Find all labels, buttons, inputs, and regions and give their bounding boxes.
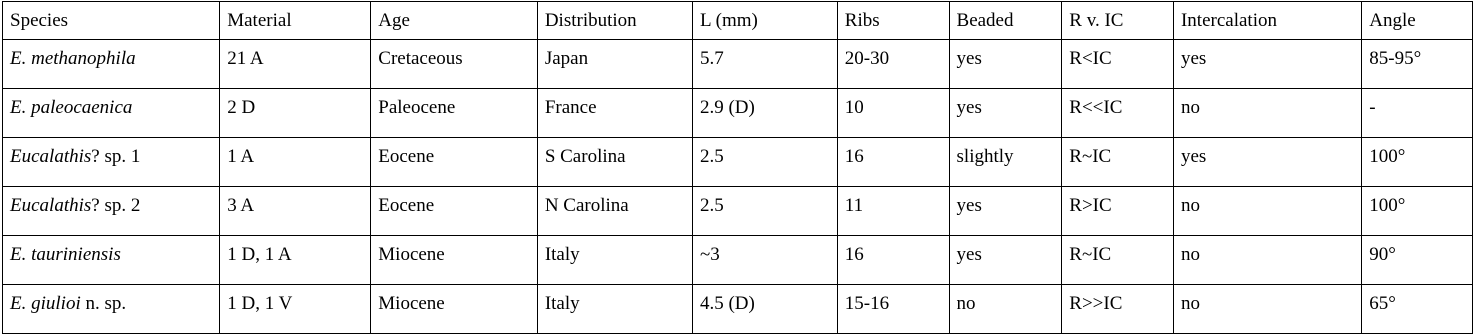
cell-intercalation: yes xyxy=(1173,40,1361,89)
cell-material: 1 A xyxy=(220,138,371,187)
cell-distribution: N Carolina xyxy=(537,187,692,236)
cell-ribs: 11 xyxy=(837,187,949,236)
table-row xyxy=(3,187,1473,236)
species-name-rest: n. sp. xyxy=(80,293,127,314)
table-row xyxy=(3,138,1473,187)
header-angle: Angle xyxy=(1362,2,1473,40)
cell-species xyxy=(3,89,220,138)
header-distribution: Distribution xyxy=(537,2,692,40)
cell-ribs: 16 xyxy=(837,236,949,285)
cell-beaded: yes xyxy=(949,236,1062,285)
species-name-rest: ? sp. 2 xyxy=(91,195,141,216)
cell-beaded: yes xyxy=(949,89,1062,138)
cell-distribution: S Carolina xyxy=(537,138,692,187)
cell-beaded: slightly xyxy=(949,138,1062,187)
table-row xyxy=(3,40,1473,89)
table-row xyxy=(3,89,1473,138)
cell-species xyxy=(3,40,220,89)
cell-length: 4.5 (D) xyxy=(692,285,837,334)
cell-age: Miocene xyxy=(371,285,538,334)
cell-distribution: France xyxy=(537,89,692,138)
cell-angle: 90° xyxy=(1362,236,1473,285)
cell-intercalation: no xyxy=(1173,236,1361,285)
species-name-italic: Eucalathis xyxy=(10,195,92,216)
cell-length: 5.7 xyxy=(692,40,837,89)
cell-angle: - xyxy=(1362,89,1473,138)
species-name-italic: E. methanophila xyxy=(10,48,136,69)
header-length: L (mm) xyxy=(692,2,837,40)
cell-ribs: 15-16 xyxy=(837,285,949,334)
cell-angle: 100° xyxy=(1362,187,1473,236)
cell-beaded: no xyxy=(949,285,1062,334)
header-r-v-ic: R v. IC xyxy=(1062,2,1174,40)
cell-length: 2.5 xyxy=(692,138,837,187)
cell-material: 1 D, 1 A xyxy=(220,236,371,285)
cell-length: 2.5 xyxy=(692,187,837,236)
cell-angle: 65° xyxy=(1362,285,1473,334)
header-ribs: Ribs xyxy=(837,2,949,40)
cell-r-v-ic: R>>IC xyxy=(1062,285,1174,334)
cell-beaded: yes xyxy=(949,40,1062,89)
cell-age: Eocene xyxy=(371,187,538,236)
cell-intercalation: no xyxy=(1173,285,1361,334)
cell-r-v-ic: R>IC xyxy=(1062,187,1174,236)
species-comparison-table-container xyxy=(2,1,1473,334)
cell-intercalation: no xyxy=(1173,187,1361,236)
cell-intercalation: yes xyxy=(1173,138,1361,187)
cell-distribution: Italy xyxy=(537,285,692,334)
cell-age: Eocene xyxy=(371,138,538,187)
cell-r-v-ic: R~IC xyxy=(1062,236,1174,285)
header-beaded: Beaded xyxy=(949,2,1062,40)
cell-intercalation: no xyxy=(1173,89,1361,138)
cell-beaded: yes xyxy=(949,187,1062,236)
cell-material: 21 A xyxy=(220,40,371,89)
cell-ribs: 10 xyxy=(837,89,949,138)
cell-species xyxy=(3,236,220,285)
cell-r-v-ic: R<<IC xyxy=(1062,89,1174,138)
cell-age: Paleocene xyxy=(371,89,538,138)
cell-length: 2.9 (D) xyxy=(692,89,837,138)
cell-species xyxy=(3,138,220,187)
cell-ribs: 20-30 xyxy=(837,40,949,89)
header-species: Species xyxy=(3,2,220,40)
table-row xyxy=(3,285,1473,334)
header-row xyxy=(3,2,1473,40)
species-comparison-table xyxy=(2,1,1473,334)
cell-material: 3 A xyxy=(220,187,371,236)
cell-distribution: Italy xyxy=(537,236,692,285)
table-row xyxy=(3,236,1473,285)
cell-age: Miocene xyxy=(371,236,538,285)
cell-material: 2 D xyxy=(220,89,371,138)
species-name-rest: ? sp. 1 xyxy=(91,146,141,167)
species-name-italic: E. tauriniensis xyxy=(10,244,121,265)
cell-distribution: Japan xyxy=(537,40,692,89)
cell-angle: 100° xyxy=(1362,138,1473,187)
header-intercalation: Intercalation xyxy=(1173,2,1361,40)
species-name-italic: Eucalathis xyxy=(10,146,92,167)
cell-ribs: 16 xyxy=(837,138,949,187)
cell-species xyxy=(3,187,220,236)
cell-r-v-ic: R~IC xyxy=(1062,138,1174,187)
species-name-italic: E. giulioi xyxy=(10,293,81,314)
cell-age: Cretaceous xyxy=(371,40,538,89)
header-material: Material xyxy=(220,2,371,40)
cell-r-v-ic: R<IC xyxy=(1062,40,1174,89)
cell-material: 1 D, 1 V xyxy=(220,285,371,334)
cell-angle: 85-95° xyxy=(1362,40,1473,89)
species-name-italic: E. paleocaenica xyxy=(10,97,133,118)
cell-species xyxy=(3,285,220,334)
cell-length: ~3 xyxy=(692,236,837,285)
header-age: Age xyxy=(371,2,538,40)
